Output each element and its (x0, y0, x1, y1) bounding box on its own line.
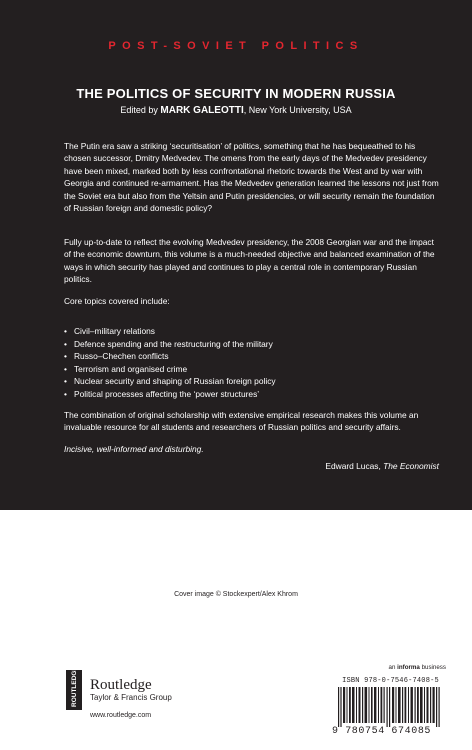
publisher-block (90, 677, 172, 703)
isbn-label: ISBN 978-0-7546-7408-5 (342, 677, 439, 685)
quote-attribution (325, 461, 439, 471)
edited-by-label: Edited by (120, 105, 161, 115)
list-item: • Russo–Chechen conflicts (64, 350, 276, 363)
blurb-text: The Putin era saw a striking ‘securitisation’ of politics, something that he has bequeathed to his chosen successor, Dmitry Medvedev. The omens from the early days of the Medvedev presidency have been mixed, marked both by less confrontational rhetoric towards the West and by war with Georgia and continued re-armament. Has the Medvedev generation learned the lessons not just from the Soviet era but also from the Yeltsin and Putin presidencies, or will security remain the foundation of Russian foreign and domestic policy? (64, 141, 439, 214)
series-title: POST-SOVIET POLITICS (108, 40, 364, 52)
list-item: • Defence spending and the restructuring of the military (64, 338, 276, 351)
blurb-paragraph-1 (64, 140, 439, 214)
cover-image-credit: Cover image © Stockexpert/Alex Khrom (174, 591, 298, 598)
editor-name: MARK GALEOTTI (160, 105, 244, 116)
barcode-digits: 9 780754 674085 (332, 726, 432, 737)
informa-prefix: an (388, 664, 398, 671)
topics-intro (64, 295, 439, 307)
book-title: THE POLITICS OF SECURITY IN MODERN RUSSIA (76, 86, 396, 101)
list-item: • Civil–military relations (64, 325, 276, 338)
routledge-logo-icon (66, 666, 82, 710)
editor-affiliation: , New York University, USA (243, 105, 352, 115)
barcode-icon (332, 687, 448, 731)
blurb-paragraph-2 (64, 236, 439, 286)
quote-author: Edward Lucas, (325, 461, 384, 471)
publisher-name: Routledge (90, 677, 152, 693)
editor-line (0, 105, 472, 116)
topics-list (64, 325, 276, 401)
quote-source: The Economist (383, 461, 439, 471)
publisher-group: Taylor & Francis Group (90, 693, 172, 702)
blurb-text: Fully up-to-date to reflect the evolving Medvedev presidency, the 2008 Georgian war and the impact of the economic downturn, this volume is a much-needed objective and balanced examination of the ways in which security has played and continues to play a central role in contemporary Russian politics. (64, 237, 435, 285)
publisher-url: www.routledge.com (90, 712, 152, 719)
list-item: • Nuclear security and shaping of Russian foreign policy (64, 375, 276, 388)
blurb-paragraph-4 (64, 409, 439, 434)
logo-mark-text: ROUTLEDGE (71, 666, 78, 707)
blurb-text: The combination of original scholarship with extensive empirical research makes this volume an invaluable resource for all students and researchers of Russian politics and security affairs. (64, 410, 419, 433)
informa-suffix: business (419, 664, 446, 671)
list-item: • Political processes affecting the ‘power structures’ (64, 388, 276, 401)
blurb-text: Core topics covered include: (64, 296, 170, 306)
informa-tagline (389, 664, 446, 671)
review-quote: Incisive, well-informed and disturbing. (64, 444, 204, 454)
informa-brand: informa (397, 664, 420, 671)
list-item: • Terrorism and organised crime (64, 363, 276, 376)
